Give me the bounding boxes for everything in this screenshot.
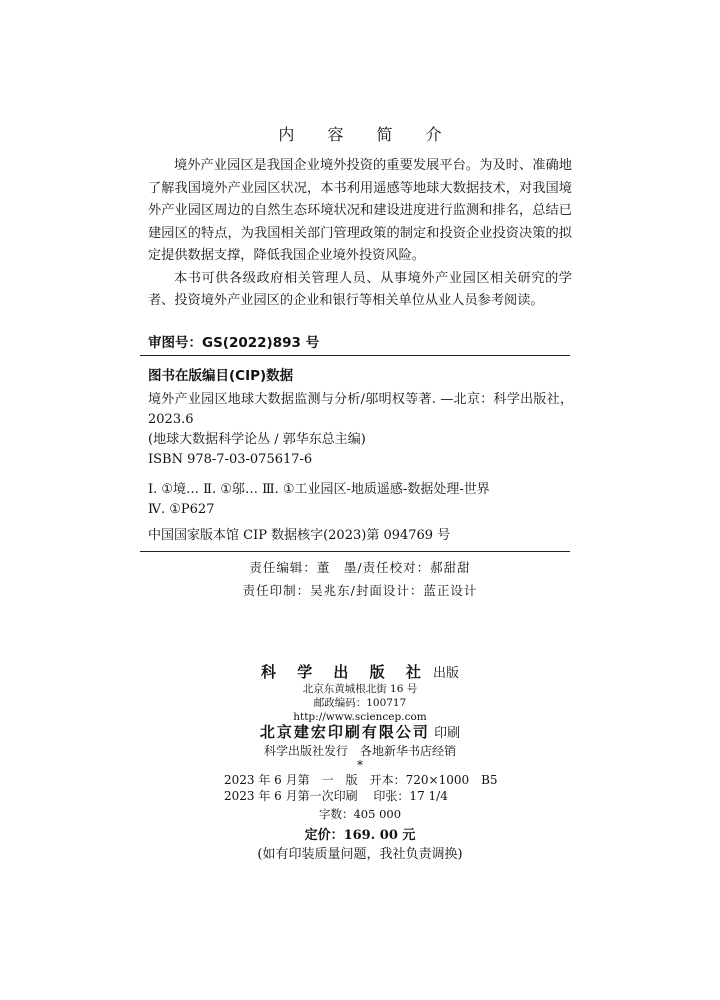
edition-line-2: 2023 年 6 月第一次印刷 印张：17 1/4 xyxy=(224,789,448,803)
editors-line-1: 责任编辑：董 墨/责任校对：郝甜甜 xyxy=(249,560,471,575)
printer-line xyxy=(0,721,720,742)
quality-notice: (如有印装质量问题，我社负责调换) xyxy=(257,847,463,862)
publisher-website: http://www.sciencep.com xyxy=(293,711,427,723)
synopsis-paragraph-1: 境外产业园区是我国企业境外投资的重要发展平台。为及时、准确地了解我国境外产业园区状况，本书利用遥感等地球大数据技术，对我国境外产业园区周边的自然生态环境状况和建设进度进行监测和排名，总结已建园区的特点，为我国相关部门管理政策的制定和投资企业投资决策的拟定提供数据支撑，降低我国企业境外投资风险。 xyxy=(148,158,572,263)
publisher-postcode: 邮政编码：100717 xyxy=(313,697,407,709)
cip-classification xyxy=(148,480,573,520)
separator-asterisk: * xyxy=(357,758,363,772)
synopsis xyxy=(148,155,572,313)
cip-classification-line-1: Ⅰ. ①境… Ⅱ. ①邬… Ⅲ. ①工业园区-地质遥感-数据处理-世界 xyxy=(148,482,490,497)
page-heading: 内 容 简 介 xyxy=(278,125,456,144)
divider-bottom xyxy=(140,551,570,552)
edition-block xyxy=(224,772,498,804)
cip-check-number: 中国国家版本馆 CIP 数据核字(2023)第 094769 号 xyxy=(148,528,451,543)
publisher-suffix: 出版 xyxy=(433,666,460,681)
cip-classification-line-2: Ⅳ. ①P627 xyxy=(148,502,215,517)
distribution-line: 科学出版社发行 各地新华书店经销 xyxy=(263,744,456,758)
edition-line-1: 2023 年 6 月第 一 版 开本：720×1000 B5 xyxy=(224,773,498,787)
publisher-address: 北京东黄城根北街 16 号 xyxy=(302,683,418,695)
publisher-name: 科 学 出 版 社 xyxy=(260,663,429,681)
publisher-line xyxy=(0,661,720,682)
word-count: 字数：405 000 xyxy=(318,807,402,821)
editors-line-2: 责任印制：吴兆东/封面设计：蓝正设计 xyxy=(242,583,478,598)
map-review-number: 审图号：GS(2022)893 号 xyxy=(148,335,320,351)
synopsis-paragraph-2: 本书可供各级政府相关管理人员、从事境外产业园区相关研究的学者、投资境外产业园区的企业和银行等相关单位从业人员参考阅读。 xyxy=(148,270,572,308)
cip-title: 图书在版编目(CIP)数据 xyxy=(148,368,294,384)
cip-series: (地球大数据科学论丛 / 郭华东总主编) xyxy=(148,432,366,447)
printer-suffix: 印刷 xyxy=(434,726,461,741)
printer-name: 北京建宏印刷有限公司 xyxy=(259,723,430,741)
price: 定价：169. 00 元 xyxy=(304,828,416,843)
cip-isbn: ISBN 978-7-03-075617-6 xyxy=(148,452,313,467)
divider-top xyxy=(140,355,570,356)
cip-citation: 境外产业园区地球大数据监测与分析/邬明权等著. —北京：科学出版社，2023.6 xyxy=(148,392,573,427)
cip-record xyxy=(148,390,573,470)
